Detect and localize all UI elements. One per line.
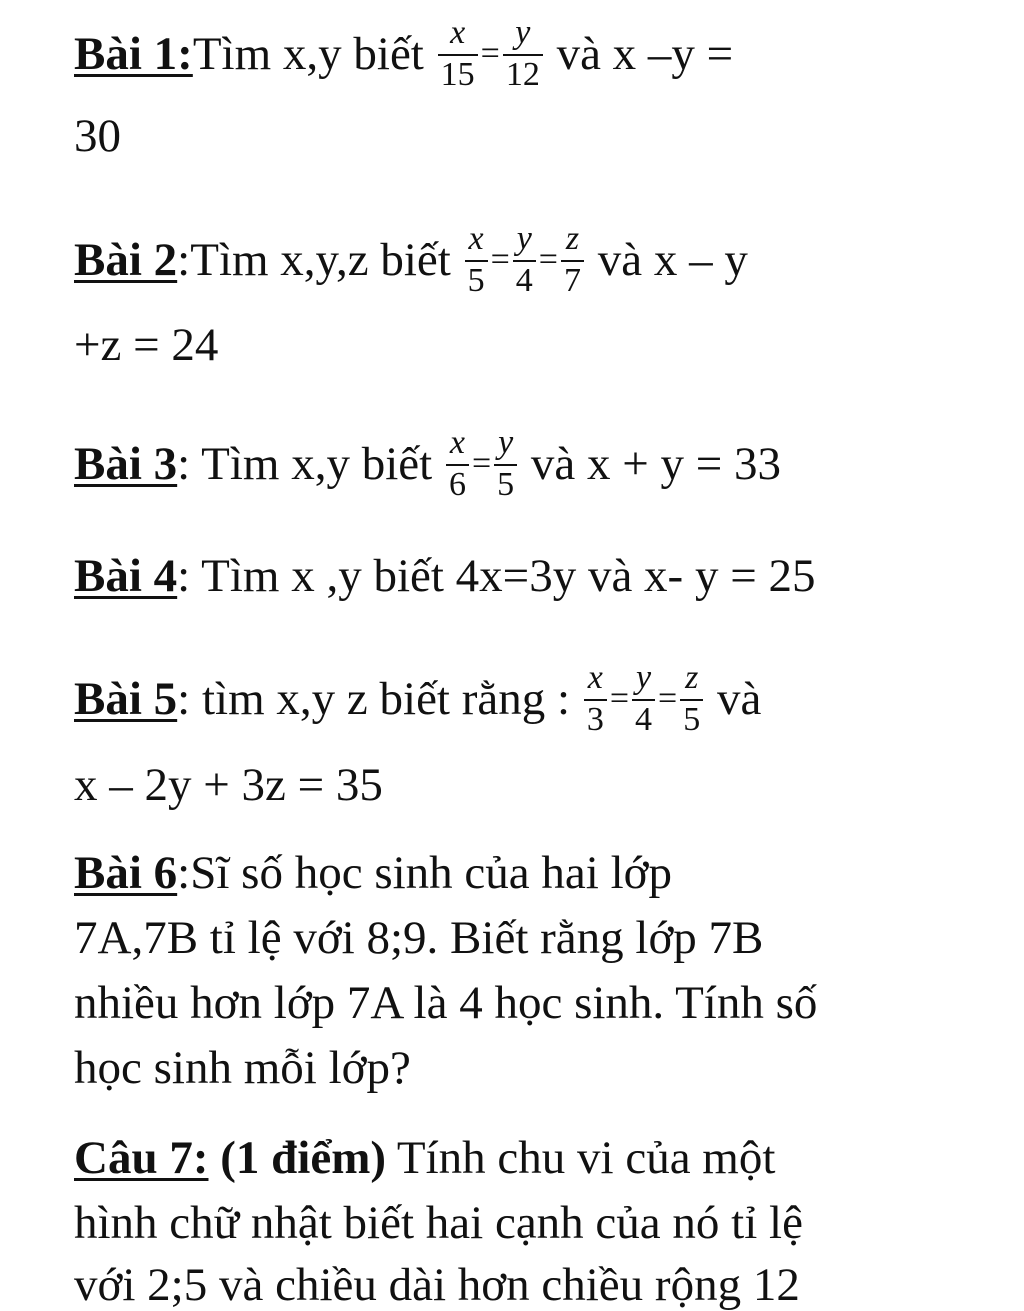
problem-1-line-1: Bài 1:Tìm x,y biết $\frac{x}{15}$ = $\frac{y}{12}$ và x –y = xyxy=(74,14,734,93)
question-7-points: (1 điểm) xyxy=(208,1132,386,1184)
problem-5-text: : tìm x,y z biết rằng : xyxy=(177,672,582,725)
fraction-y-over-4-b: $\frac{y}{4}$ xyxy=(632,661,655,737)
problem-2-line-1: Bài 2:Tìm x,y,z biết $\frac{x}{5}$ = $\frac{y}{4}$ = $\frac{z}{7}$ và x – y xyxy=(74,220,748,299)
problem-3-condition: và x + y = 33 xyxy=(530,437,781,490)
problem-2-label: Bài 2 xyxy=(74,233,178,286)
fraction-x-over-15: $\frac{x}{15}$ xyxy=(438,16,478,92)
fraction-z-over-5: $\frac{z}{5}$ xyxy=(680,661,703,737)
fraction-x-over-5: $\frac{x}{5}$ xyxy=(465,222,488,298)
problem-3-label: Bài 3 xyxy=(74,437,178,490)
problem-6-line-3: nhiều hơn lớp 7A là 4 học sinh. Tính số xyxy=(74,977,818,1029)
problem-6-label: Bài 6 xyxy=(74,847,178,899)
problem-2-text: :Tìm x,y,z biết xyxy=(177,233,463,286)
problem-6-line-2: 7A,7B tỉ lệ với 8;9. Biết rằng lớp 7B xyxy=(74,912,764,964)
fraction-y-over-12: $\frac{y}{12}$ xyxy=(503,16,543,92)
problem-1-text: Tìm x,y biết xyxy=(192,27,436,80)
fraction-z-over-7: $\frac{z}{7}$ xyxy=(561,222,584,298)
fraction-y-over-4: $\frac{y}{4}$ xyxy=(513,222,536,298)
problem-4-label: Bài 4 xyxy=(74,550,178,602)
problem-4-line-1 xyxy=(74,550,816,602)
problem-3-text: : Tìm x,y biết xyxy=(177,437,444,490)
problem-4-text: : Tìm x ,y biết 4x=3y và x- y = 25 xyxy=(177,550,816,602)
problem-2-line-2: +z = 24 xyxy=(74,319,219,371)
question-7-line-2: hình chữ nhật biết hai cạnh của nó tỉ lệ xyxy=(74,1197,803,1249)
fraction-x-over-6: $\frac{x}{6}$ xyxy=(446,426,469,502)
problem-3-line-1: Bài 3: Tìm x,y biết $\frac{x}{6}$ = $\frac{y}{5}$ và x + y = 33 xyxy=(74,424,781,503)
question-7-line-1: Câu 7: (1 điểm) Tính chu vi của một xyxy=(74,1132,776,1184)
fraction-x-over-3: $\frac{x}{3}$ xyxy=(584,661,607,737)
problem-5-condition: và xyxy=(716,672,762,725)
fraction-y-over-5: $\frac{y}{5}$ xyxy=(494,426,517,502)
problem-5-label: Bài 5 xyxy=(74,672,178,725)
problem-6-line-1: Bài 6:Sĩ số học sinh của hai lớp xyxy=(74,847,672,899)
problem-2-condition: và x – y xyxy=(597,233,748,286)
problem-1-condition: và x –y = xyxy=(556,27,734,80)
problem-5-line-1: Bài 5: tìm x,y z biết rằng : $\frac{x}{3}$ = $\frac{y}{4}$ = $\frac{z}{5}$ và xyxy=(74,659,762,738)
problem-1-line-2: 30 xyxy=(74,110,121,162)
problem-6-line-4: học sinh mỗi lớp? xyxy=(74,1042,411,1094)
question-7-line-3: với 2;5 và chiều dài hơn chiều rộng 12 xyxy=(74,1259,800,1311)
question-7-label: Câu 7: xyxy=(74,1132,209,1184)
problem-1-label: Bài 1: xyxy=(74,27,193,80)
problem-5-line-2: x – 2y + 3z = 35 xyxy=(74,759,383,811)
